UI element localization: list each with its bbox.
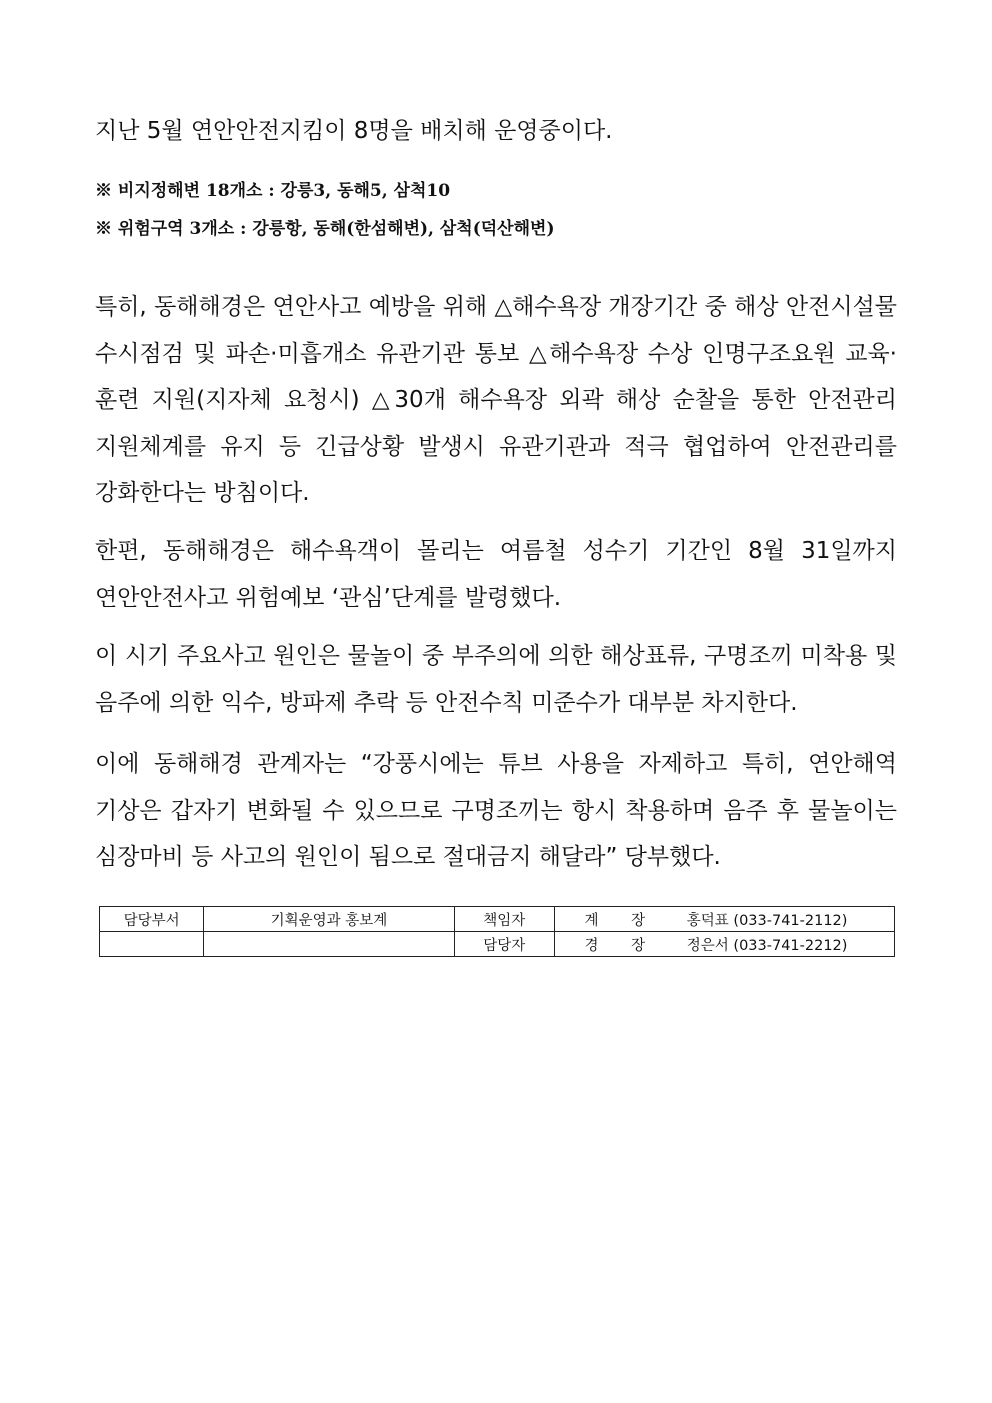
person-name-phone: 홍덕표 (033-741-2112) [686, 912, 848, 929]
contact-row [100, 907, 895, 932]
note-item: ※ 위험구역 3개소 : 강릉항, 동해(한섬해변), 삼척(덕산해변) [95, 219, 555, 239]
contact-table [99, 906, 895, 957]
empty-cell [100, 932, 204, 957]
intro-text: 지난 5월 연안안전지킴이 8명을 배치해 운영중이다. [95, 118, 613, 144]
note-item: ※ 비지정해변 18개소 : 강릉3, 동해5, 삼척10 [95, 181, 451, 201]
person-name-phone: 정은서 (033-741-2212) [686, 937, 848, 954]
body-paragraph: 한편, 동해해경은 해수욕객이 몰리는 여름철 성수기 기간인 8월 31일까지 연안안전사고 위험예보 ‘관심’단계를 발령했다. [95, 538, 897, 611]
dept-label-cell: 담당부서 [100, 907, 204, 932]
person-cell [554, 932, 894, 957]
contact-row [100, 932, 895, 957]
role-cell: 책임자 [454, 907, 554, 932]
dept-value-cell-2 [204, 932, 455, 957]
role-cell: 담당자 [454, 932, 554, 957]
dept-value-cell: 기획운영과 홍보계 [204, 907, 455, 932]
person-cell [554, 907, 894, 932]
body-paragraph: 특히, 동해해경은 연안사고 예방을 위해 △해수욕장 개장기간 중 해상 안전시설물 수시점검 및 파손·미흡개소 유관기관 통보 △해수욕장 수상 인명구조요원 교육·훈련 지원(지자체 요청시) △30개 해수욕장 외곽 해상 순찰을 통한 안전관리 지원체계를 유지 등 긴급상황 발생시 유관기관과 적극 협업하여 안전관리를 강화한다는 방침이다. [95, 294, 897, 506]
person-title: 경 장 [584, 937, 660, 954]
body-paragraph: 이에 동해해경 관계자는 “강풍시에는 튜브 사용을 자제하고 특히, 연안해역 기상은 갑자기 변화될 수 있으므로 구명조끼는 항시 착용하며 음주 후 물놀이는 심장마비 등 사고의 원인이 됨으로 절대금지 해달라” 당부했다. [95, 751, 897, 870]
person-title: 계 장 [584, 912, 660, 929]
notes-list [95, 172, 905, 248]
body-paragraph: 이 시기 주요사고 원인은 물놀이 중 부주의에 의한 해상표류, 구명조끼 미착용 및 음주에 의한 익수, 방파제 추락 등 안전수칙 미준수가 대부분 차지한다. [95, 643, 897, 716]
